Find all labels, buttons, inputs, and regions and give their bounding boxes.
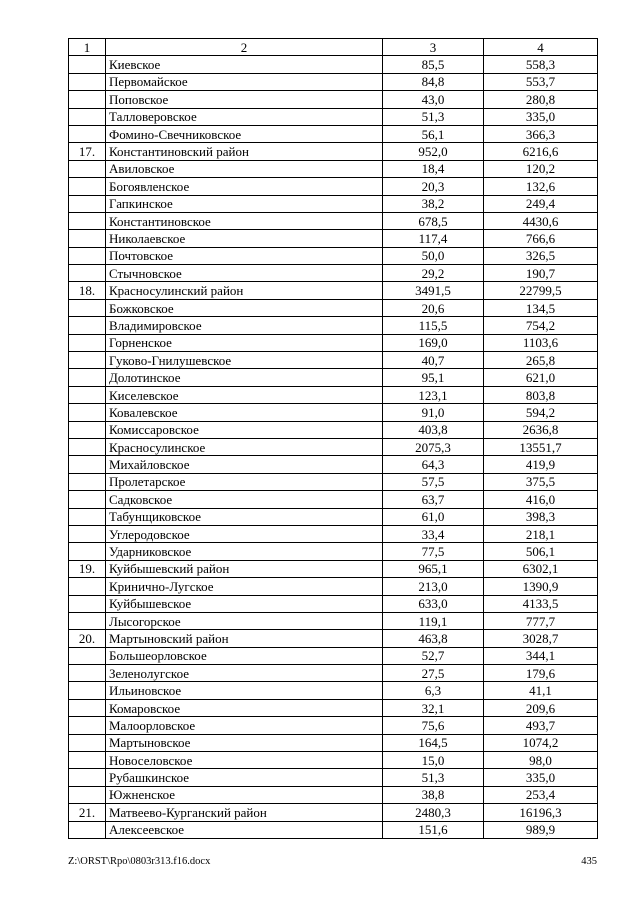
row-value-4-cell: 344,1 bbox=[484, 647, 598, 664]
row-value-4-cell: 249,4 bbox=[484, 195, 598, 212]
row-number-cell: 21. bbox=[69, 804, 106, 821]
row-name-cell: Красносулинское bbox=[106, 438, 383, 455]
row-number-cell bbox=[69, 73, 106, 90]
row-number-cell bbox=[69, 525, 106, 542]
row-name-cell: Киевское bbox=[106, 56, 383, 73]
row-value-3-cell: 633,0 bbox=[383, 595, 484, 612]
row-value-4-cell: 777,7 bbox=[484, 612, 598, 629]
row-value-4-cell: 132,6 bbox=[484, 178, 598, 195]
row-value-3-cell: 64,3 bbox=[383, 456, 484, 473]
row-value-3-cell: 164,5 bbox=[383, 734, 484, 751]
row-name-cell: Рубашкинское bbox=[106, 769, 383, 786]
row-value-3-cell: 95,1 bbox=[383, 369, 484, 386]
table-row bbox=[69, 821, 598, 838]
row-name-cell: Богоявленское bbox=[106, 178, 383, 195]
row-value-3-cell: 403,8 bbox=[383, 421, 484, 438]
row-number-cell bbox=[69, 230, 106, 247]
row-value-4-cell: 218,1 bbox=[484, 525, 598, 542]
row-number-cell bbox=[69, 612, 106, 629]
row-value-4-cell: 335,0 bbox=[484, 108, 598, 125]
row-value-4-cell: 6216,6 bbox=[484, 143, 598, 160]
row-value-3-cell: 213,0 bbox=[383, 578, 484, 595]
table-row bbox=[69, 456, 598, 473]
row-name-cell: Долотинское bbox=[106, 369, 383, 386]
row-name-cell: Гуково-Гнилушевское bbox=[106, 352, 383, 369]
row-value-4-cell: 1103,6 bbox=[484, 334, 598, 351]
row-name-cell: Гапкинское bbox=[106, 195, 383, 212]
row-name-cell: Большеорловское bbox=[106, 647, 383, 664]
row-number-cell bbox=[69, 195, 106, 212]
table-row bbox=[69, 91, 598, 108]
row-value-3-cell: 77,5 bbox=[383, 543, 484, 560]
row-number-cell bbox=[69, 421, 106, 438]
table-row bbox=[69, 769, 598, 786]
row-name-cell: Талловеровское bbox=[106, 108, 383, 125]
table-row bbox=[69, 334, 598, 351]
row-value-3-cell: 91,0 bbox=[383, 404, 484, 421]
row-value-4-cell: 280,8 bbox=[484, 91, 598, 108]
row-name-cell: Михайловское bbox=[106, 456, 383, 473]
row-name-cell: Садковское bbox=[106, 491, 383, 508]
table-row bbox=[69, 282, 598, 299]
row-name-cell: Куйбышевский район bbox=[106, 560, 383, 577]
row-name-cell: Пролетарское bbox=[106, 473, 383, 490]
row-value-3-cell: 43,0 bbox=[383, 91, 484, 108]
row-value-4-cell: 22799,5 bbox=[484, 282, 598, 299]
row-name-cell: Ударниковское bbox=[106, 543, 383, 560]
row-number-cell bbox=[69, 456, 106, 473]
row-name-cell: Мартыновский район bbox=[106, 630, 383, 647]
row-number-cell bbox=[69, 178, 106, 195]
row-number-cell bbox=[69, 699, 106, 716]
table-row bbox=[69, 508, 598, 525]
row-value-4-cell: 594,2 bbox=[484, 404, 598, 421]
row-value-4-cell: 621,0 bbox=[484, 369, 598, 386]
row-name-cell: Новоселовское bbox=[106, 752, 383, 769]
row-number-cell bbox=[69, 125, 106, 142]
row-value-3-cell: 61,0 bbox=[383, 508, 484, 525]
row-number-cell bbox=[69, 717, 106, 734]
row-number-cell bbox=[69, 473, 106, 490]
row-number-cell bbox=[69, 56, 106, 73]
row-value-4-cell: 375,5 bbox=[484, 473, 598, 490]
row-number-cell bbox=[69, 578, 106, 595]
row-number-cell bbox=[69, 108, 106, 125]
row-value-4-cell: 120,2 bbox=[484, 160, 598, 177]
row-value-3-cell: 51,3 bbox=[383, 108, 484, 125]
row-value-3-cell: 20,3 bbox=[383, 178, 484, 195]
row-name-cell: Зеленолугское bbox=[106, 665, 383, 682]
header-col-4: 4 bbox=[484, 39, 598, 56]
row-value-3-cell: 52,7 bbox=[383, 647, 484, 664]
row-value-3-cell: 169,0 bbox=[383, 334, 484, 351]
row-value-3-cell: 75,6 bbox=[383, 717, 484, 734]
row-value-4-cell: 326,5 bbox=[484, 247, 598, 264]
table-row bbox=[69, 352, 598, 369]
row-number-cell bbox=[69, 438, 106, 455]
table-row bbox=[69, 543, 598, 560]
row-value-3-cell: 115,5 bbox=[383, 317, 484, 334]
table-row bbox=[69, 804, 598, 821]
table-row bbox=[69, 73, 598, 90]
table-row bbox=[69, 178, 598, 195]
row-value-3-cell: 6,3 bbox=[383, 682, 484, 699]
row-name-cell: Божковское bbox=[106, 299, 383, 316]
row-value-4-cell: 766,6 bbox=[484, 230, 598, 247]
row-number-cell bbox=[69, 752, 106, 769]
row-name-cell: Матвеево-Курганский район bbox=[106, 804, 383, 821]
footer-page-number: 435 bbox=[581, 856, 597, 867]
row-value-4-cell: 335,0 bbox=[484, 769, 598, 786]
row-value-4-cell: 989,9 bbox=[484, 821, 598, 838]
row-value-3-cell: 85,5 bbox=[383, 56, 484, 73]
data-table bbox=[68, 38, 598, 839]
row-value-4-cell: 553,7 bbox=[484, 73, 598, 90]
row-name-cell: Табунщиковское bbox=[106, 508, 383, 525]
row-value-4-cell: 16196,3 bbox=[484, 804, 598, 821]
row-number-cell bbox=[69, 352, 106, 369]
row-number-cell bbox=[69, 404, 106, 421]
row-name-cell: Фомино-Свечниковское bbox=[106, 125, 383, 142]
table-row bbox=[69, 438, 598, 455]
row-number-cell bbox=[69, 212, 106, 229]
row-number-cell bbox=[69, 317, 106, 334]
row-name-cell: Почтовское bbox=[106, 247, 383, 264]
row-name-cell: Горненское bbox=[106, 334, 383, 351]
row-value-4-cell: 419,9 bbox=[484, 456, 598, 473]
row-value-4-cell: 506,1 bbox=[484, 543, 598, 560]
table-row bbox=[69, 160, 598, 177]
row-number-cell bbox=[69, 247, 106, 264]
row-number-cell: 20. bbox=[69, 630, 106, 647]
row-number-cell bbox=[69, 665, 106, 682]
table-row bbox=[69, 125, 598, 142]
table-row bbox=[69, 299, 598, 316]
row-value-3-cell: 84,8 bbox=[383, 73, 484, 90]
table-row bbox=[69, 230, 598, 247]
table-row bbox=[69, 560, 598, 577]
row-number-cell: 17. bbox=[69, 143, 106, 160]
row-name-cell: Киселевское bbox=[106, 386, 383, 403]
row-value-3-cell: 50,0 bbox=[383, 247, 484, 264]
table-row bbox=[69, 473, 598, 490]
row-name-cell: Константиновский район bbox=[106, 143, 383, 160]
row-value-3-cell: 20,6 bbox=[383, 299, 484, 316]
row-name-cell: Стычновское bbox=[106, 265, 383, 282]
row-value-3-cell: 678,5 bbox=[383, 212, 484, 229]
row-name-cell: Малоорловское bbox=[106, 717, 383, 734]
row-name-cell: Красносулинский район bbox=[106, 282, 383, 299]
row-name-cell: Комиссаровское bbox=[106, 421, 383, 438]
row-value-4-cell: 4133,5 bbox=[484, 595, 598, 612]
row-value-3-cell: 51,3 bbox=[383, 769, 484, 786]
page-footer bbox=[68, 856, 597, 870]
row-name-cell: Владимировское bbox=[106, 317, 383, 334]
row-name-cell: Первомайское bbox=[106, 73, 383, 90]
row-value-4-cell: 2636,8 bbox=[484, 421, 598, 438]
row-name-cell: Углеродовское bbox=[106, 525, 383, 542]
table-row bbox=[69, 630, 598, 647]
table-row bbox=[69, 682, 598, 699]
row-name-cell: Кринично-Лугское bbox=[106, 578, 383, 595]
row-name-cell: Южненское bbox=[106, 786, 383, 803]
row-value-3-cell: 38,8 bbox=[383, 786, 484, 803]
row-value-3-cell: 15,0 bbox=[383, 752, 484, 769]
table-row bbox=[69, 369, 598, 386]
row-value-4-cell: 190,7 bbox=[484, 265, 598, 282]
row-value-3-cell: 38,2 bbox=[383, 195, 484, 212]
row-value-3-cell: 2480,3 bbox=[383, 804, 484, 821]
row-value-4-cell: 1074,2 bbox=[484, 734, 598, 751]
row-number-cell bbox=[69, 299, 106, 316]
row-value-3-cell: 29,2 bbox=[383, 265, 484, 282]
row-value-3-cell: 2075,3 bbox=[383, 438, 484, 455]
row-number-cell: 19. bbox=[69, 560, 106, 577]
row-value-4-cell: 493,7 bbox=[484, 717, 598, 734]
table-row bbox=[69, 491, 598, 508]
row-number-cell bbox=[69, 265, 106, 282]
row-number-cell: 18. bbox=[69, 282, 106, 299]
row-number-cell bbox=[69, 734, 106, 751]
row-value-4-cell: 803,8 bbox=[484, 386, 598, 403]
row-value-4-cell: 209,6 bbox=[484, 699, 598, 716]
row-number-cell bbox=[69, 160, 106, 177]
table-body bbox=[69, 39, 598, 839]
table-row bbox=[69, 143, 598, 160]
header-col-2: 2 bbox=[106, 39, 383, 56]
row-value-3-cell: 40,7 bbox=[383, 352, 484, 369]
table-row bbox=[69, 265, 598, 282]
table-row bbox=[69, 108, 598, 125]
table-row bbox=[69, 578, 598, 595]
row-name-cell: Поповское bbox=[106, 91, 383, 108]
row-value-4-cell: 265,8 bbox=[484, 352, 598, 369]
row-value-3-cell: 3491,5 bbox=[383, 282, 484, 299]
table-row bbox=[69, 317, 598, 334]
table-header-row bbox=[69, 39, 598, 56]
row-number-cell bbox=[69, 491, 106, 508]
row-name-cell: Константиновское bbox=[106, 212, 383, 229]
row-name-cell: Ковалевское bbox=[106, 404, 383, 421]
table-row bbox=[69, 212, 598, 229]
table-row bbox=[69, 421, 598, 438]
row-value-3-cell: 123,1 bbox=[383, 386, 484, 403]
table-row bbox=[69, 56, 598, 73]
row-name-cell: Куйбышевское bbox=[106, 595, 383, 612]
row-number-cell bbox=[69, 647, 106, 664]
row-value-3-cell: 952,0 bbox=[383, 143, 484, 160]
row-number-cell bbox=[69, 543, 106, 560]
row-name-cell: Авиловское bbox=[106, 160, 383, 177]
row-value-3-cell: 57,5 bbox=[383, 473, 484, 490]
row-name-cell: Алексеевское bbox=[106, 821, 383, 838]
row-value-4-cell: 416,0 bbox=[484, 491, 598, 508]
table-row bbox=[69, 195, 598, 212]
row-number-cell bbox=[69, 769, 106, 786]
row-value-4-cell: 253,4 bbox=[484, 786, 598, 803]
row-value-4-cell: 366,3 bbox=[484, 125, 598, 142]
row-value-3-cell: 463,8 bbox=[383, 630, 484, 647]
row-value-4-cell: 98,0 bbox=[484, 752, 598, 769]
table-row bbox=[69, 717, 598, 734]
table-row bbox=[69, 699, 598, 716]
row-number-cell bbox=[69, 595, 106, 612]
table-row bbox=[69, 647, 598, 664]
row-number-cell bbox=[69, 369, 106, 386]
row-value-4-cell: 179,6 bbox=[484, 665, 598, 682]
table-row bbox=[69, 612, 598, 629]
row-value-3-cell: 965,1 bbox=[383, 560, 484, 577]
row-value-3-cell: 117,4 bbox=[383, 230, 484, 247]
table-row bbox=[69, 786, 598, 803]
row-number-cell bbox=[69, 821, 106, 838]
table-row bbox=[69, 734, 598, 751]
row-value-3-cell: 119,1 bbox=[383, 612, 484, 629]
row-number-cell bbox=[69, 334, 106, 351]
row-value-3-cell: 56,1 bbox=[383, 125, 484, 142]
row-value-4-cell: 558,3 bbox=[484, 56, 598, 73]
row-value-3-cell: 151,6 bbox=[383, 821, 484, 838]
row-number-cell bbox=[69, 682, 106, 699]
header-col-3: 3 bbox=[383, 39, 484, 56]
row-number-cell bbox=[69, 386, 106, 403]
row-value-4-cell: 3028,7 bbox=[484, 630, 598, 647]
row-value-4-cell: 13551,7 bbox=[484, 438, 598, 455]
row-value-4-cell: 41,1 bbox=[484, 682, 598, 699]
footer-file-path: Z:\ORST\Rpo\0803r313.f16.docx bbox=[68, 856, 211, 867]
row-value-3-cell: 27,5 bbox=[383, 665, 484, 682]
row-value-3-cell: 18,4 bbox=[383, 160, 484, 177]
row-value-4-cell: 754,2 bbox=[484, 317, 598, 334]
header-col-1: 1 bbox=[69, 39, 106, 56]
table-row bbox=[69, 595, 598, 612]
row-value-3-cell: 32,1 bbox=[383, 699, 484, 716]
row-value-3-cell: 63,7 bbox=[383, 491, 484, 508]
row-name-cell: Николаевское bbox=[106, 230, 383, 247]
row-value-4-cell: 134,5 bbox=[484, 299, 598, 316]
row-number-cell bbox=[69, 91, 106, 108]
row-name-cell: Ильиновское bbox=[106, 682, 383, 699]
table-row bbox=[69, 247, 598, 264]
row-name-cell: Комаровское bbox=[106, 699, 383, 716]
table-row bbox=[69, 752, 598, 769]
row-number-cell bbox=[69, 786, 106, 803]
row-value-4-cell: 6302,1 bbox=[484, 560, 598, 577]
row-name-cell: Лысогорское bbox=[106, 612, 383, 629]
table-row bbox=[69, 525, 598, 542]
row-number-cell bbox=[69, 508, 106, 525]
row-value-4-cell: 4430,6 bbox=[484, 212, 598, 229]
table-row bbox=[69, 665, 598, 682]
table-row bbox=[69, 386, 598, 403]
row-value-4-cell: 398,3 bbox=[484, 508, 598, 525]
row-name-cell: Мартыновское bbox=[106, 734, 383, 751]
row-value-4-cell: 1390,9 bbox=[484, 578, 598, 595]
table-row bbox=[69, 404, 598, 421]
row-value-3-cell: 33,4 bbox=[383, 525, 484, 542]
